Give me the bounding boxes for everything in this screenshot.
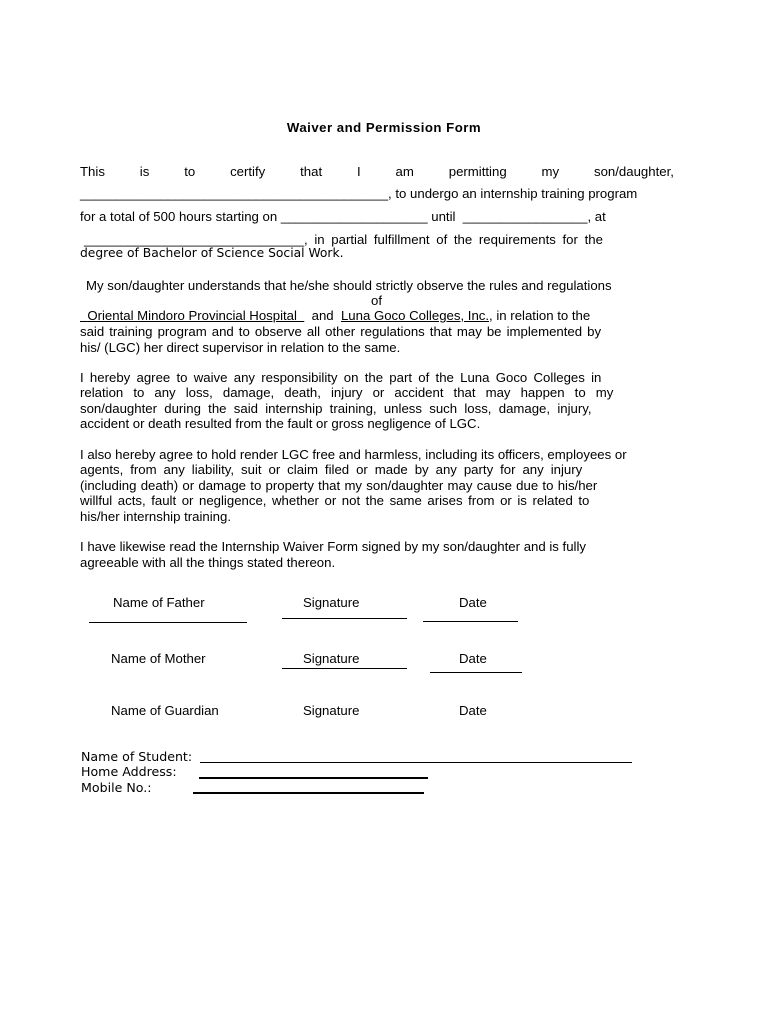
relation-text: , in relation to the [489,308,591,323]
waiver-line-4: accident or death resulted from the fault or gross negligence of LGC. [80,416,481,431]
word: son/daughter, [594,164,674,179]
guardian-date-label: Date [459,703,487,718]
mother-name-label: Name of Mother [111,651,206,666]
placement-blank[interactable]: ______________________________ [84,232,305,247]
student-name-line[interactable] [200,762,632,763]
indemnity-line-3: (including death) or damage to property that my son/daughter may cause due to his/her [80,478,598,493]
fulfillment-text: , in partial fulfillment of the requirements for the [304,232,603,247]
word: permitting [448,164,507,179]
father-signature-label: Signature [303,595,360,610]
waiver-line-2: relation to any loss, damage, death, injury or accident that may happen to my [80,385,614,400]
mother-signature-label: Signature [303,651,360,666]
word: certify [230,164,266,179]
student-name-label: Name of Student: [81,749,193,764]
mother-date-label: Date [459,651,487,666]
certification-line-2 [80,186,637,202]
form-title: Waiver and Permission Form [286,120,482,135]
mobile-number-line[interactable] [193,792,424,794]
home-address-label: Home Address: [81,764,177,779]
hours-text: for a total of 500 hours starting on [80,209,278,224]
and-text: and [311,308,334,323]
acknowledgement-line-2: agreeable with all the things stated thereon. [80,555,336,570]
college-name: Luna Goco Colleges, Inc. [340,308,490,323]
certification-text: , to undergo an internship training program [388,186,638,201]
mobile-number-label: Mobile No.: [81,780,152,795]
justified-line: said training program and to observe all other regulations that may be implemented by [80,324,602,339]
acknowledgement-line-1: I have likewise read the Internship Waiver Form signed by my son/daughter and is fully [80,539,587,554]
word: is [139,164,150,179]
certification-line-5: degree of Bachelor of Science Social Work. [80,246,344,260]
father-signature-line[interactable] [282,618,407,619]
indemnity-line-1: I also hereby agree to hold render LGC free and harmless, including its officers, employees or [80,447,627,462]
at-text: , at [587,209,606,224]
rules-line-1: My son/daughter understands that he/she should strictly observe the rules and regulations [86,278,612,293]
child-name-blank[interactable]: ___________________________________ [131,186,389,201]
word: I [357,164,361,179]
word: This [80,164,105,179]
father-date-line[interactable] [423,621,518,622]
word: to [184,164,196,179]
mother-signature-line[interactable] [282,668,407,669]
indemnity-line-2: agents, from any liability, suit or claim filed or made by any party for any injury [80,462,583,477]
rules-line-3 [80,308,590,324]
indemnity-line-4: willful acts, fault or negligence, whether or not the same arises from or is related to [80,493,590,508]
father-name-label: Name of Father [113,595,205,610]
child-name-blank-start[interactable]: _______ [80,186,132,201]
word: my [541,164,560,179]
until-text: until [431,209,456,224]
father-date-label: Date [459,595,487,610]
home-address-line[interactable] [199,777,428,779]
waiver-line-1: I hereby agree to waive any responsibility on the part of the Luna Goco Colleges in [80,370,602,385]
guardian-signature-label: Signature [303,703,360,718]
indemnity-line-5: his/her internship training. [80,509,232,524]
rules-line-2: of [371,293,382,308]
rules-line-5: his/ (LGC) her direct supervisor in relation to the same. [80,340,401,355]
hospital-name: Oriental Mindoro Provincial Hospital [87,308,297,323]
word: am [395,164,414,179]
mother-date-line[interactable] [430,672,522,673]
end-date-blank[interactable]: _________________ [462,209,588,224]
father-name-line[interactable] [89,622,247,623]
guardian-name-label: Name of Guardian [111,703,219,718]
rules-line-4 [80,324,674,340]
word: that [300,164,323,179]
waiver-line-3: son/daughter during the said internship training, unless such loss, damage, injury, [80,401,592,416]
start-date-blank[interactable]: ____________________ [280,209,428,224]
certification-line-3 [80,209,674,225]
certification-line-1 [80,164,674,180]
